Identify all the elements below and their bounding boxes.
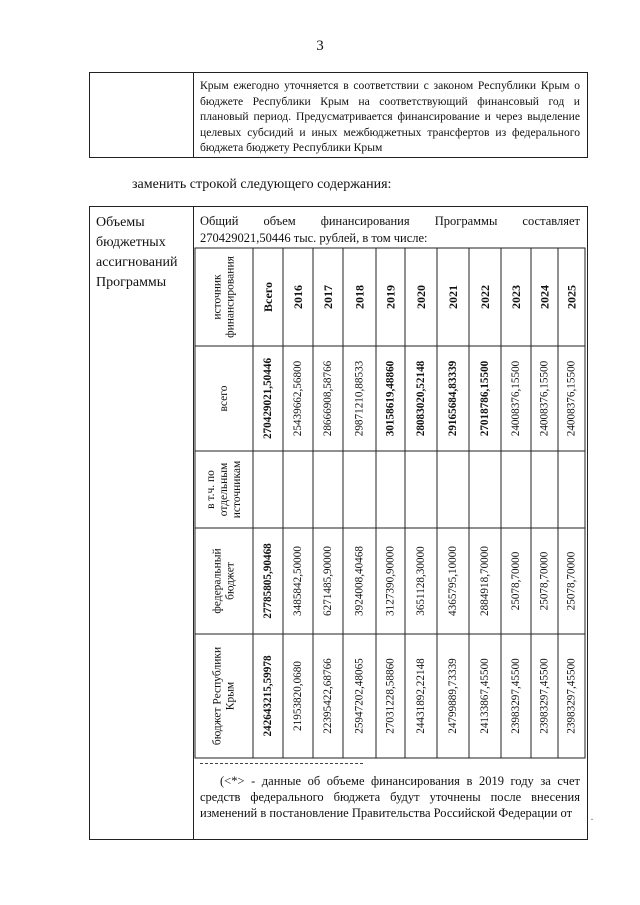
table-cell-crimea: 242643215,59978	[262, 655, 274, 737]
table-cell-year: 2022	[478, 285, 492, 309]
table-cell-total: 24008376,15500	[510, 360, 522, 437]
financing-intro-line2: 270429021,50446 тыс. рублей, в том числе:	[200, 231, 428, 245]
header-crimea-line: Крым	[224, 681, 237, 711]
table-cell-crimea: 23983297,45500	[565, 658, 578, 734]
table-cell-federal: 27785805,90468	[262, 543, 274, 619]
footnote-text: (<*> - данные об объеме финансирования в 2019 году за счет средств федерального бюджета будут уточнены после внесения изменений в постановление Правительства Российской Федерации от	[200, 774, 580, 820]
table-cell-federal: 3485842,50000	[292, 546, 304, 616]
table-cell-total: 25439662,56800	[292, 360, 304, 437]
table-cell-total: 29165684,83339	[447, 360, 459, 437]
table-cell-year: 2025	[564, 285, 579, 309]
table-cell-total: 30158619,48860	[384, 360, 397, 437]
table-cell-crimea: 23983297,45500	[538, 658, 551, 734]
table-cell-federal: 25078,70000	[510, 551, 522, 611]
table-cell-total: 28083020,52148	[415, 360, 427, 437]
header-source-line: источник	[211, 274, 224, 320]
table-cell-federal: 6271485,90000	[322, 546, 334, 616]
table-cell-crimea: 23983297,45500	[510, 658, 522, 734]
table-cell-federal: 3127390,90000	[384, 546, 397, 616]
table-cell-total: 28666908,58766	[322, 360, 334, 437]
page-number: 3	[316, 38, 324, 54]
table-cell-year: 2020	[414, 285, 428, 309]
table-cell-total: 24008376,15500	[565, 360, 578, 437]
table-cell-federal: 3651128,30000	[415, 546, 427, 616]
margin-mark: ·	[590, 812, 594, 826]
table-cell-crimea: 25947202,48065	[353, 658, 366, 734]
table-cell-federal: 4365795,10000	[447, 546, 459, 616]
table-cell-year: 2018	[352, 285, 367, 309]
header-source-line: финансирования	[224, 256, 237, 338]
top-block-text: Крым ежегодно уточняется в соответствии с законом Республики Крым о бюджете Республики Крым на соответствующий финансовый год и плановый период. Предусматривается финансирование и через выделение целевых субсидий и иных межбюджетных трансфертов из федерального бюджета бюджету Республики Крым	[200, 79, 580, 154]
financing-intro-line1: Общий объем финансирования Программы составляет	[200, 214, 580, 228]
table-cell-crimea: 24133867,45500	[479, 658, 491, 734]
financing-table	[193, 246, 586, 766]
table-cell-total: 24008376,15500	[538, 360, 551, 437]
table-cell-federal: 2884918,70000	[479, 546, 491, 616]
header-separate-line: источникам	[231, 460, 243, 519]
table-cell-year: 2021	[446, 285, 460, 309]
table-cell-crimea: 21953820,0680	[292, 661, 304, 731]
replace-instruction: заменить строкой следующего содержания:	[132, 177, 392, 192]
table-cell-crimea: 24431892,22148	[415, 658, 427, 734]
main-left-cell	[89, 206, 194, 840]
table-cell-year: 2019	[383, 285, 398, 309]
budget-allocations-label: Объемы бюджетных ассигнований Программы	[96, 215, 178, 290]
table-cell-crimea: 24799889,73339	[447, 658, 459, 734]
table-cell-crimea: 22395422,68766	[322, 658, 334, 734]
header-separate-line: отдельным	[218, 462, 230, 517]
table-cell-total: 270429021,50446	[262, 357, 274, 440]
table-cell-year: Всего	[261, 282, 275, 312]
table-cell-federal: 3924008,40468	[353, 546, 366, 616]
footnote-separator	[200, 763, 363, 764]
header-federal-line: бюджет	[224, 562, 237, 600]
table-cell-year: 2016	[291, 285, 305, 309]
table-cell-year: 2023	[509, 285, 523, 309]
table-cell-year: 2024	[537, 285, 552, 309]
header-crimea-line: бюджет Республики	[211, 646, 224, 746]
table-cell-crimea: 27031228,58860	[384, 658, 397, 734]
table-cell-total: 29871210,88533	[353, 360, 366, 437]
header-total-line: всего	[218, 385, 230, 412]
table-cell-year: 2017	[321, 285, 335, 309]
top-left-cell	[89, 72, 194, 158]
table-cell-total: 27018786,15500	[479, 360, 491, 437]
table-cell-federal: 25078,70000	[565, 551, 578, 611]
header-separate-line: в т.ч. по	[205, 470, 217, 509]
table-cell-federal: 25078,70000	[538, 551, 551, 611]
header-federal-line: федеральный	[211, 548, 224, 614]
